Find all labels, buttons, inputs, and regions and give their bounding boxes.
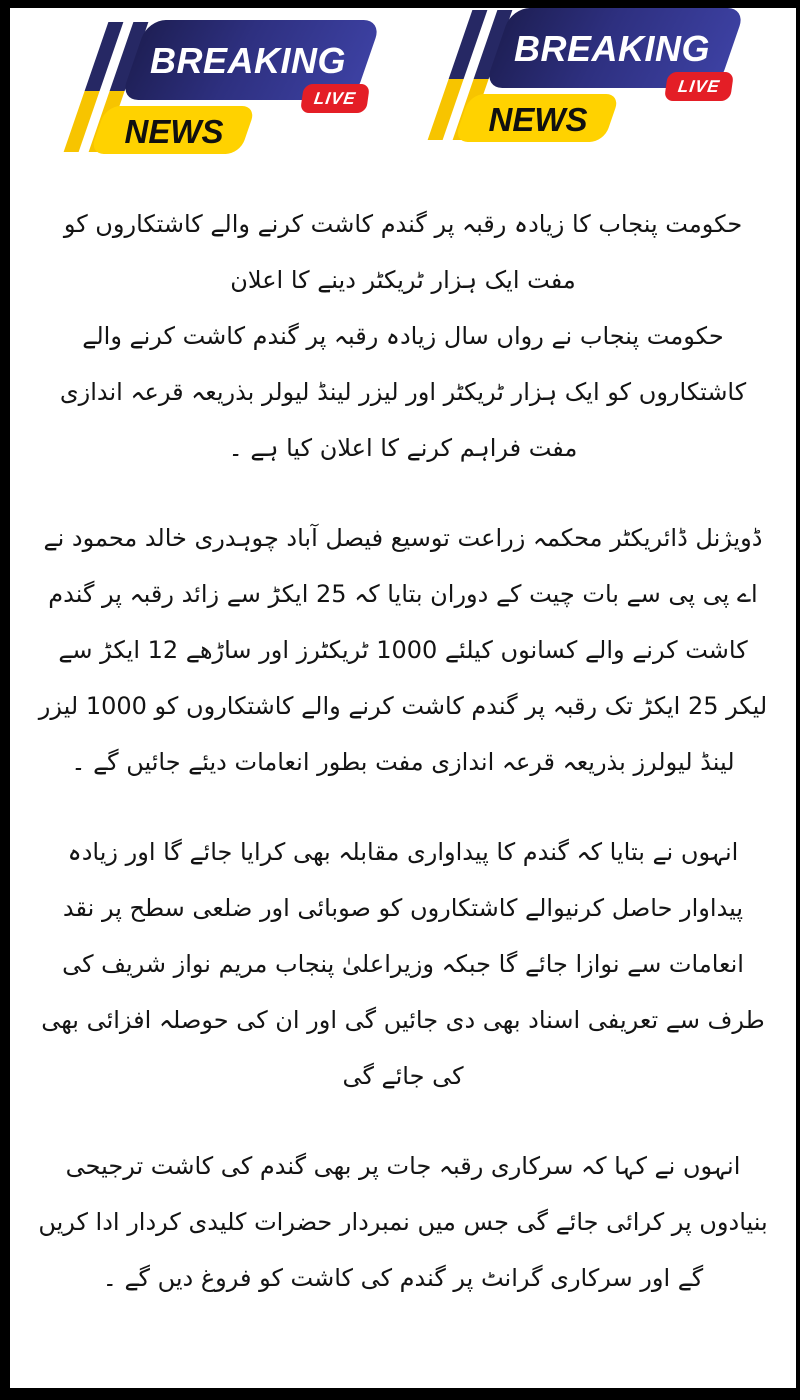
live-badge: LIVE <box>300 84 370 113</box>
article <box>10 168 796 1306</box>
live-badge: LIVE <box>664 72 734 101</box>
article-paragraph: ڈویژنل ڈائریکٹر محکمہ زراعت توسیع فیصل آباد چوہدری خالد محمود نے اے پی پی سے بات چیت کے دوران بتایا کہ 25 ایکڑ سے زائد رقبہ پر گندم کاشت کرنے والے کسانوں کیلئے 1000 ٹریکٹرز اور ساڑھے 12 ایکڑ سے لیکر 25 ایکڑ تک رقبہ پر گندم کاشت کرنے والے کاشتکاروں کو 1000 لیزر لینڈ لیولرز بذریعہ قرعہ اندازی مفت بطور انعامات دیئے جائیں گے ۔ <box>38 524 768 776</box>
breaking-news-logo <box>56 20 368 162</box>
news-label: NEWS <box>124 113 224 150</box>
content-card <box>10 8 796 1388</box>
article-paragraph: حکومت پنجاب نے رواں سال زیادہ رقبہ پر گندم کاشت کرنے والے کاشتکاروں کو ایک ہزار ٹریکٹر اور لیزر لینڈ لیولر بذریعہ قرعہ اندازی مفت فراہم کرنے کا اعلان کیا ہے ۔ <box>59 322 747 462</box>
article-paragraph: انہوں نے بتایا کہ گندم کا پیداواری مقابلہ بھی کرایا جائے گا اور زیادہ پیداوار حاصل کرنیوالے کاشتکاروں کو صوبائی اور ضلعی سطح پر نقد انعامات سے نوازا جائے گا جبکہ وزیراعلیٰ پنجاب مریم نواز شریف کی طرف سے تعریفی اسناد بھی دی جائیں گی اور ان کی حوصلہ افزائی بھی کی جائے گی <box>41 838 765 1090</box>
news-label: NEWS <box>488 101 588 138</box>
breaking-news-logo <box>420 8 732 150</box>
logo-row <box>10 8 796 163</box>
breaking-label: BREAKING <box>513 28 710 69</box>
article-paragraph: انہوں نے کہا کہ سرکاری رقبہ جات پر بھی گندم کی کاشت ترجیحی بنیادوں پر کرائی جائے گی جس میں نمبردار حضرات کلیدی کردار ادا کریں گے اور سرکاری گرانٹ پر گندم کی کاشت کو فروغ دیں گے ۔ <box>38 1152 768 1292</box>
breaking-label: BREAKING <box>149 40 346 81</box>
article-heading: حکومت پنجاب کا زیادہ رقبہ پر گندم کاشت کرنے والے کاشتکاروں کو مفت ایک ہزار ٹریکٹر دینے کا اعلان <box>63 210 743 294</box>
